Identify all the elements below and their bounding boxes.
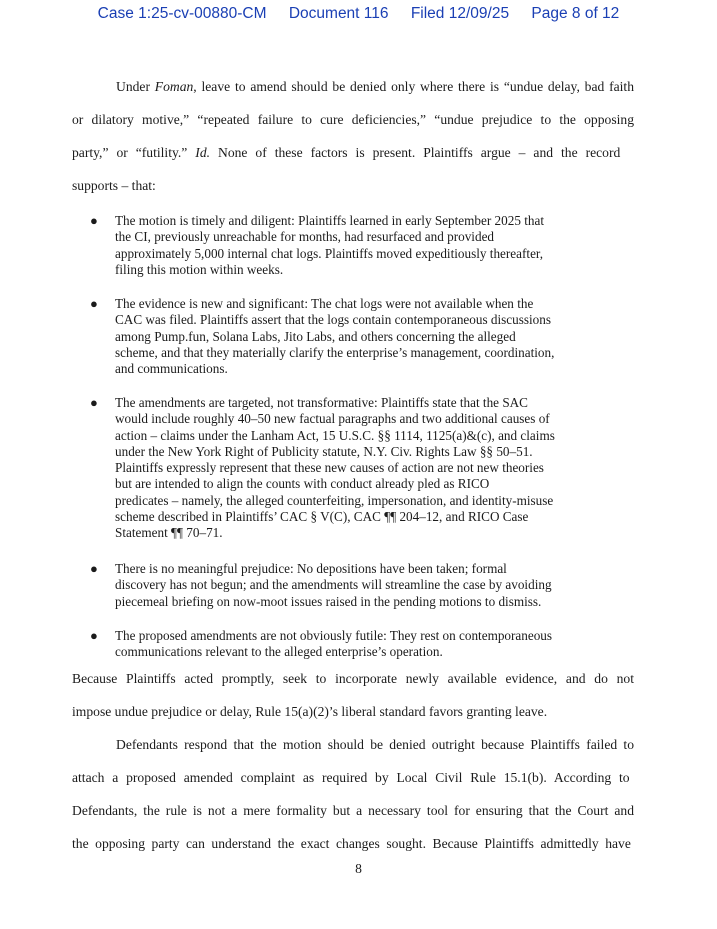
defendants-line-2: attach a proposed amended complaint as required by Local Civil Rule 15.1(b). According to	[72, 770, 630, 785]
bullet-icon: ●	[90, 628, 98, 643]
intro-line-2: or dilatory motive,” “repeated failure to cure deficiencies,” “undue prejudice to the opposing	[72, 112, 634, 127]
intro-line-1: Under Foman, leave to amend should be denied only where there is “undue delay, bad faith	[116, 79, 635, 94]
bullet-icon: ●	[90, 395, 98, 410]
defendants-line-4: the opposing party can understand the exact changes sought. Because Plaintiffs admittedly have	[72, 836, 631, 851]
bullet-icon: ●	[90, 213, 98, 228]
page-indicator: Page 8 of 12	[531, 5, 620, 22]
document-number: Document 116	[288, 5, 389, 22]
bullet-icon: ●	[90, 296, 98, 311]
conclusion-line-1: Because Plaintiffs acted promptly, seek to incorporate newly available evidence, and do not	[72, 671, 634, 686]
ecf-header	[0, 5, 717, 23]
bullet-icon: ●	[90, 561, 98, 576]
defendants-line-3: Defendants, the rule is not a mere formality but a necessary tool for ensuring that the Court and	[72, 803, 634, 818]
case-citation-foman: Foman	[154, 79, 194, 94]
conclusion-line-2: impose undue prejudice or delay, Rule 15(a)(2)’s liberal standard favors granting leave.	[72, 704, 548, 719]
intro-line-4: supports – that:	[72, 178, 156, 193]
defendants-paragraph	[72, 728, 634, 860]
filed-date: Filed 12/09/25	[410, 5, 510, 22]
case-number: Case 1:25-cv-00880-CM	[97, 5, 267, 22]
intro-line-3: party,” or “futility.” Id. None of these factors is present. Plaintiffs argue – and the record	[72, 145, 621, 160]
page-number: 8	[355, 861, 362, 876]
conclusion-paragraph	[72, 662, 634, 728]
intro-paragraph	[72, 70, 634, 202]
citation-id: Id.	[195, 145, 211, 160]
defendants-line-1: Defendants respond that the motion should be denied outright because Plaintiffs failed to	[116, 737, 634, 752]
